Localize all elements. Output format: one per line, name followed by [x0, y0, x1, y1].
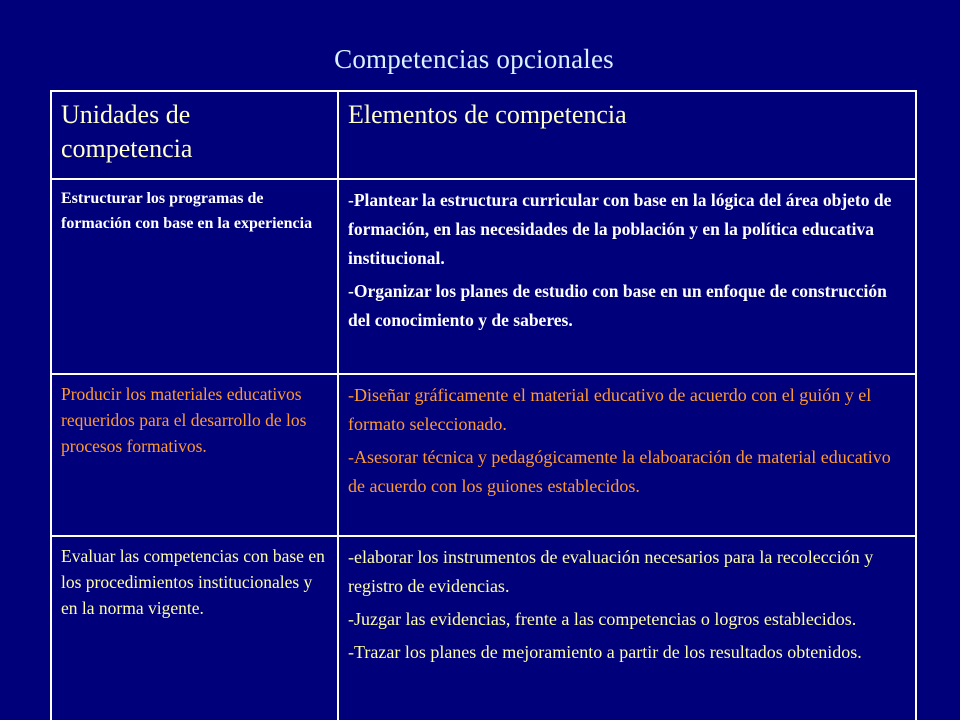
unit-cell	[51, 374, 338, 536]
competencies-table	[50, 90, 917, 720]
header-units: Unidades de competencia	[51, 91, 338, 179]
table-header-row	[51, 91, 916, 179]
unit-cell	[51, 179, 338, 374]
element-text: -Organizar los planes de estudio con base en un enfoque de construcción del conocimiento y de saberes.	[348, 281, 887, 330]
unit-text: Producir los materiales educativos requeridos para el desarrollo de los procesos formativos.	[61, 384, 307, 456]
unit-cell	[51, 536, 338, 720]
table-row	[51, 179, 916, 374]
slide-title: Competencias opcionales	[334, 44, 614, 74]
element-text: -Diseñar gráficamente el material educativo de acuerdo con el guión y el formato seleccionado.	[348, 385, 872, 434]
header-elements: Elementos de competencia	[338, 91, 916, 179]
table-row	[51, 374, 916, 536]
elements-cell	[338, 536, 916, 720]
element-text: -elaborar los instrumentos de evaluación necesarios para la recolección y registro de evidencias.	[348, 547, 874, 596]
unit-text: Estructurar los programas de formación con base en la experiencia	[61, 190, 313, 232]
element-text: -Plantear la estructura curricular con base en la lógica del área objeto de formación, en las necesidades de la población y en la política educativa institucional.	[348, 190, 892, 268]
elements-cell	[338, 374, 916, 536]
unit-text: Evaluar las competencias con base en los procedimientos institucionales y en la norma vigente.	[61, 546, 325, 618]
element-text: -Juzgar las evidencias, frente a las competencias o logros establecidos.	[348, 609, 857, 629]
table-row	[51, 536, 916, 720]
element-text: -Asesorar técnica y pedagógicamente la elaboaración de material educativo de acuerdo con los guiones establecidos.	[348, 447, 891, 496]
elements-cell	[338, 179, 916, 374]
element-text: -Trazar los planes de mejoramiento a partir de los resultados obtenidos.	[348, 642, 862, 662]
